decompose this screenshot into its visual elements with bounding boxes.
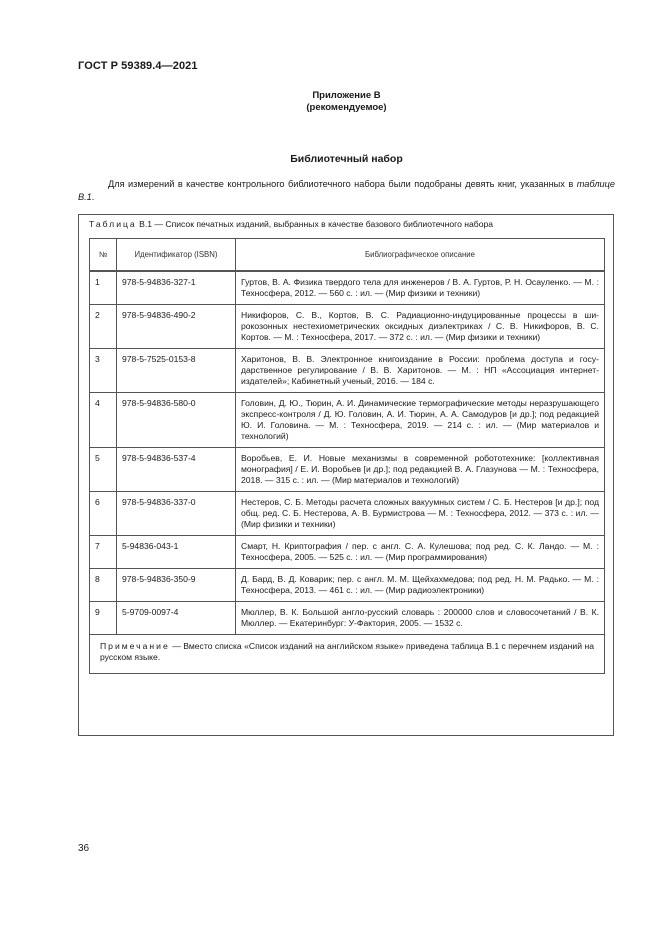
row-isbn: 978-5-94836-580-0: [117, 393, 236, 448]
row-isbn: 5-94836-043-1: [117, 536, 236, 569]
appendix-subtitle: (рекомендуемое): [306, 102, 387, 113]
row-isbn: 978-5-94836-337-0: [117, 492, 236, 536]
row-num: 5: [90, 448, 117, 492]
row-desc: Гуртов, В. А. Физика твердого тела для инженеров / В. А. Гуртов, Р. Н. Осауленко. — М. : Техносфера, 2012. — 560 с. : ил. — (Мир физики и техники): [236, 272, 605, 305]
section-title: Библиотечный набор: [290, 153, 403, 165]
row-num: 1: [90, 272, 117, 305]
row-desc: Головин, Д. Ю., Тюрин, А. И. Динамические термографические методы неразрушающего экспресс-контроля / Д. Ю. Головин, А. И. Тюрин, А. А. Самодуров [и др.]; под редакцией Ю. И. Головина. — М. : Техносфера, 2019. — 214 с. : ил. — (Мир материалов и технологий): [236, 393, 605, 448]
row-isbn: 5-9709-0097-4: [117, 602, 236, 635]
header-num: №: [90, 239, 117, 271]
row-isbn: 978-5-7525-0153-8: [117, 349, 236, 393]
row-desc: Смарт, Н. Криптография / пер. с англ. С. А. Кулешова; под ред. С. К. Ландо. — М. : Техносфера, 2005. — 525 с. : ил. — (Мир программирования): [236, 536, 605, 569]
document-code: ГОСТ Р 59389.4—2021: [78, 60, 198, 72]
table-header-row: [90, 239, 605, 271]
row-num: 4: [90, 393, 117, 448]
table-row: [90, 349, 605, 393]
table-row: [90, 272, 605, 305]
appendix-title: Приложение В: [312, 90, 381, 101]
row-desc: Никифоров, С. В., Кортов, В. С. Радиационно-индуцированные процессы в широкозонных нестехиометрических оксидных диэлектриках / С. В. Никифоров, В. С. Кортов. — М. : Техносфера, 2017. — 372 с. : ил. — (Мир физики и техники): [236, 305, 605, 349]
table-row: [90, 536, 605, 569]
header-desc: Библиографическое описание: [236, 239, 605, 271]
row-desc: Воробьев, Е. И. Новые механизмы в современной робототехнике: [коллективная монография] / Е. И. Воробьев [и др.]; под редакцией В. А. Глазунова — М. : Техносфера, 2018. — 315 с. : ил. — (Мир материалов и технологий): [236, 448, 605, 492]
row-isbn: 978-5-94836-327-1: [117, 272, 236, 305]
row-desc: Нестеров, С. Б. Методы расчета сложных вакуумных систем / С. Б. Нестеров [и др.]; под общ. ред. С. Б. Нестерова, А. В. Бурмистрова — М. : Техносфера, 2012. — 373 с. : ил. — (Мир физики и техники): [236, 492, 605, 536]
row-num: 3: [90, 349, 117, 393]
row-isbn: 978-5-94836-350-9: [117, 569, 236, 602]
table-row: [90, 393, 605, 448]
row-desc: Мюллер, В. К. Большой англо-русский словарь : 200000 слов и словосочетаний / В. К. Мюллер. — Екатеринбург: У-Фактория, 2005. — 1532 с.: [236, 602, 605, 635]
row-num: 6: [90, 492, 117, 536]
note-label: Примечание: [100, 641, 170, 651]
table-caption-label: Таблица: [89, 219, 137, 229]
table-reference-link: таблице В.1: [78, 179, 615, 202]
row-desc: Д. Бард, В. Д. Коварик; пер. с англ. М. М. Щейхахмедова; под ред. Н. М. Радько. — М. : Техносфера, 2013. — 461 с. : ил. — (Мир радиоэлектроники): [236, 569, 605, 602]
table-row: [90, 569, 605, 602]
row-num: 8: [90, 569, 117, 602]
table-caption: [89, 219, 493, 229]
bibliography-table: [89, 238, 605, 674]
intro-tail: .: [91, 191, 95, 202]
table-row: [90, 492, 605, 536]
header-isbn: Идентификатор (ISBN): [117, 239, 236, 271]
table-row: [90, 305, 605, 349]
intro-text: Для измерений в качестве контрольного библиотечного набора были подобраны девять книг, указанных в: [108, 179, 574, 189]
table-row: [90, 602, 605, 635]
intro-paragraph: [78, 178, 615, 203]
table-note-row: [90, 635, 605, 674]
row-num: 2: [90, 305, 117, 349]
table-row: [90, 448, 605, 492]
note-text: — Вместо списка «Список изданий на английском языке» приведена таблица В.1 с перечнем изданий на русском языке.: [100, 641, 594, 662]
row-num: 9: [90, 602, 117, 635]
row-desc: Харитонов, В. В. Электронное книгоиздание в России: проблема доступа и государственное регулирование / В. В. Харитонов. — М. : НП «Ассоциация интернет-издателей»; Кабинетный ученый, 2016. — 184 с.: [236, 349, 605, 393]
row-isbn: 978-5-94836-537-4: [117, 448, 236, 492]
table-caption-text: В.1 — Список печатных изданий, выбранных в качестве базового библиотечного набора: [139, 219, 494, 229]
appendix-heading: [78, 90, 615, 114]
row-isbn: 978-5-94836-490-2: [117, 305, 236, 349]
page-number: 36: [78, 843, 90, 854]
table-note: [90, 635, 605, 674]
row-num: 7: [90, 536, 117, 569]
